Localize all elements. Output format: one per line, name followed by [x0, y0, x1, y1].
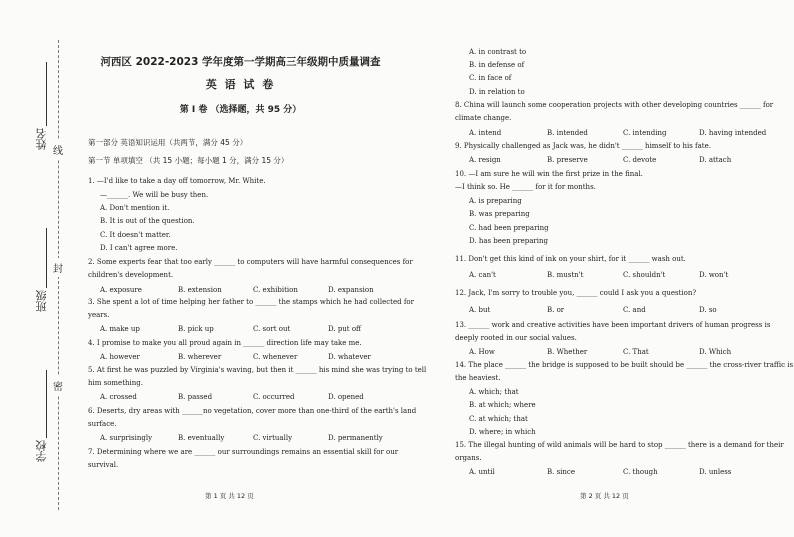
q11-option-a: A. can't: [469, 271, 496, 279]
q5-option-a: A. crossed: [100, 393, 137, 401]
name-underline: [46, 62, 47, 126]
school-label: 学校: [35, 440, 48, 462]
q1-option-b: B. It is out of the question.: [100, 217, 195, 225]
q14-stem-2: the heaviest.: [455, 374, 501, 382]
q14-option-c: C. at which; that: [469, 415, 528, 423]
q7-stem-2: survival.: [88, 461, 119, 469]
q9-option-b: B. preserve: [547, 156, 588, 164]
q7-option-c: C. in face of: [469, 74, 512, 82]
q12-option-c: C. and: [623, 306, 646, 314]
q3-option-a: A. make up: [100, 325, 140, 333]
q15-option-b: B. since: [547, 468, 575, 476]
q10-stem: 10. —I am sure he will win the first prize in the final.: [455, 170, 643, 178]
q11-option-b: B. mustn't: [547, 271, 584, 279]
q5-stem: 5. At first he was puzzled by Virginia's waving, but then it ______ his mind she was trying to tell: [88, 366, 427, 374]
q2-option-d: D. expansion: [328, 286, 374, 294]
seal-char-feng: 封: [53, 258, 63, 277]
q2-stem-2: children's development.: [88, 271, 174, 279]
q5-option-b: B. passed: [178, 393, 213, 401]
q10-reply: —I think so. He ______ for it for months.: [455, 183, 596, 191]
q7-option-b: B. in defense of: [469, 61, 525, 69]
q8-option-b: B. intended: [547, 129, 588, 137]
q12-option-a: A. but: [469, 306, 491, 314]
q2-option-a: A. exposure: [100, 286, 142, 294]
q3-option-c: C. sort out: [253, 325, 291, 333]
q10-option-b: B. was preparing: [469, 210, 530, 218]
q7-option-d: D. in relation to: [469, 88, 525, 96]
q15-option-a: A. until: [469, 468, 495, 476]
q1-reply: —______. We will be busy then.: [100, 191, 209, 199]
name-label: 姓名: [35, 128, 48, 150]
q8-option-d: D. having intended: [699, 129, 767, 137]
q11-option-c: C. shouldn't: [623, 271, 666, 279]
q2-option-b: B. extension: [178, 286, 222, 294]
q4-option-a: A. however: [100, 353, 140, 361]
q1-stem: 1. —I'd like to take a day off tomorrow, Mr. White.: [88, 177, 266, 185]
q13-option-d: D. Which: [699, 348, 732, 356]
q4-option-d: D. whatever: [328, 353, 371, 361]
volume-heading: 第 I 卷 （选择题，共 95 分）: [179, 105, 302, 115]
q9-option-d: D. attach: [699, 156, 732, 164]
q14-option-a: A. which; that: [469, 388, 519, 396]
section-heading: 第一节 单项填空 （共 15 小题；每小题 1 分，满分 15 分）: [88, 156, 289, 165]
seal-char-xian: 线: [53, 140, 63, 159]
q4-stem: 4. I promise to make you all proud again in ______ direction life may take me.: [88, 339, 362, 347]
q12-option-b: B. or: [547, 306, 565, 314]
q1-option-c: C. It doesn't matter.: [100, 231, 171, 239]
q14-option-d: D. where; in which: [469, 428, 536, 436]
q9-stem: 9. Physically challenged as Jack was, he didn't ______ himself to his fate.: [455, 142, 711, 150]
q6-option-b: B. eventually: [178, 434, 225, 442]
class-underline: [46, 228, 47, 288]
class-label: 班级: [35, 290, 48, 312]
q11-stem: 11. Don't get this kind of ink on your shirt, for it ______ wash out.: [455, 255, 686, 263]
q5-stem-2: him something.: [88, 379, 143, 387]
q14-stem: 14. The place ______ the bridge is supposed to be built should be ______ the cross-river traffic is: [455, 361, 794, 369]
q14-option-b: B. at which; where: [469, 401, 536, 409]
q10-option-d: D. has been preparing: [469, 237, 549, 245]
q8-stem-2: climate change.: [455, 114, 512, 122]
q6-option-a: A. surprisingly: [100, 434, 153, 442]
q10-option-a: A. is preparing: [469, 197, 522, 205]
q6-stem: 6. Deserts, dry areas with ______no vegetation, cover more than one-third of the earth's land: [88, 407, 417, 415]
q13-option-b: B. Whether: [547, 348, 588, 356]
q4-option-c: C. whenever: [253, 353, 298, 361]
q6-option-d: D. permanently: [328, 434, 383, 442]
q8-stem: 8. China will launch some cooperation projects with other developing countries ______ for: [455, 101, 774, 109]
q1-option-d: D. I can't agree more.: [100, 244, 178, 252]
q13-option-c: C. That: [623, 348, 649, 356]
q8-option-c: C. intending: [623, 129, 667, 137]
q15-stem: 15. The illegal hunting of wild animals will be hard to stop ______ there is a demand for their: [455, 441, 784, 449]
q7-option-a: A. in contrast to: [469, 48, 527, 56]
q13-stem: 13. ______ work and creative activities have been important drivers of human progress is: [455, 321, 771, 329]
q1-option-a: A. Don't mention it.: [100, 204, 170, 212]
q9-option-c: C. devote: [623, 156, 657, 164]
q11-option-d: D. won't: [699, 271, 729, 279]
q9-option-a: A. resign: [469, 156, 501, 164]
q3-option-b: B. pick up: [178, 325, 214, 333]
q12-stem: 12. Jack, I'm sorry to trouble you, ______ could I ask you a question?: [455, 289, 697, 297]
q15-stem-2: organs.: [455, 454, 482, 462]
page-footer-right: 第 2 页 共 12 页: [580, 492, 629, 500]
q13-option-a: A. How: [469, 348, 495, 356]
page-footer-left: 第 1 页 共 12 页: [205, 492, 254, 500]
q15-option-d: D. unless: [699, 468, 732, 476]
exam-title: 河西区 2022-2023 学年度第一学期高三年级期中质量调查: [100, 56, 381, 68]
q12-option-d: D. so: [699, 306, 717, 314]
q13-stem-2: deeply rooted in our social values.: [455, 334, 577, 342]
school-underline: [46, 370, 47, 438]
q5-option-d: D. opened: [328, 393, 364, 401]
q3-stem: 3. She spent a lot of time helping her father to ______ the stamps which he had collected for: [88, 298, 414, 306]
q10-option-c: C. had been preparing: [469, 224, 549, 232]
q6-stem-2: surface.: [88, 420, 117, 428]
q2-stem: 2. Some experts fear that too early ______ to computers will have harmful consequences for: [88, 258, 413, 266]
q6-option-c: C. virtually: [253, 434, 293, 442]
seal-char-mi: 密: [53, 376, 63, 395]
q5-option-c: C. occurred: [253, 393, 295, 401]
q3-option-d: D. put off: [328, 325, 362, 333]
q2-option-c: C. exhibition: [253, 286, 298, 294]
exam-subtitle: 英 语 试 卷: [205, 78, 276, 91]
q4-option-b: B. wherever: [178, 353, 222, 361]
q15-option-c: C. though: [623, 468, 658, 476]
q3-stem-2: years.: [88, 311, 110, 319]
binding-margin: [0, 0, 88, 537]
part-heading: 第一部分 英语知识运用（共两节，满分 45 分）: [88, 138, 248, 147]
q7-stem: 7. Determining where we are ______ our surroundings remains an essential skill for our: [88, 448, 399, 456]
q8-option-a: A. intend: [469, 129, 502, 137]
